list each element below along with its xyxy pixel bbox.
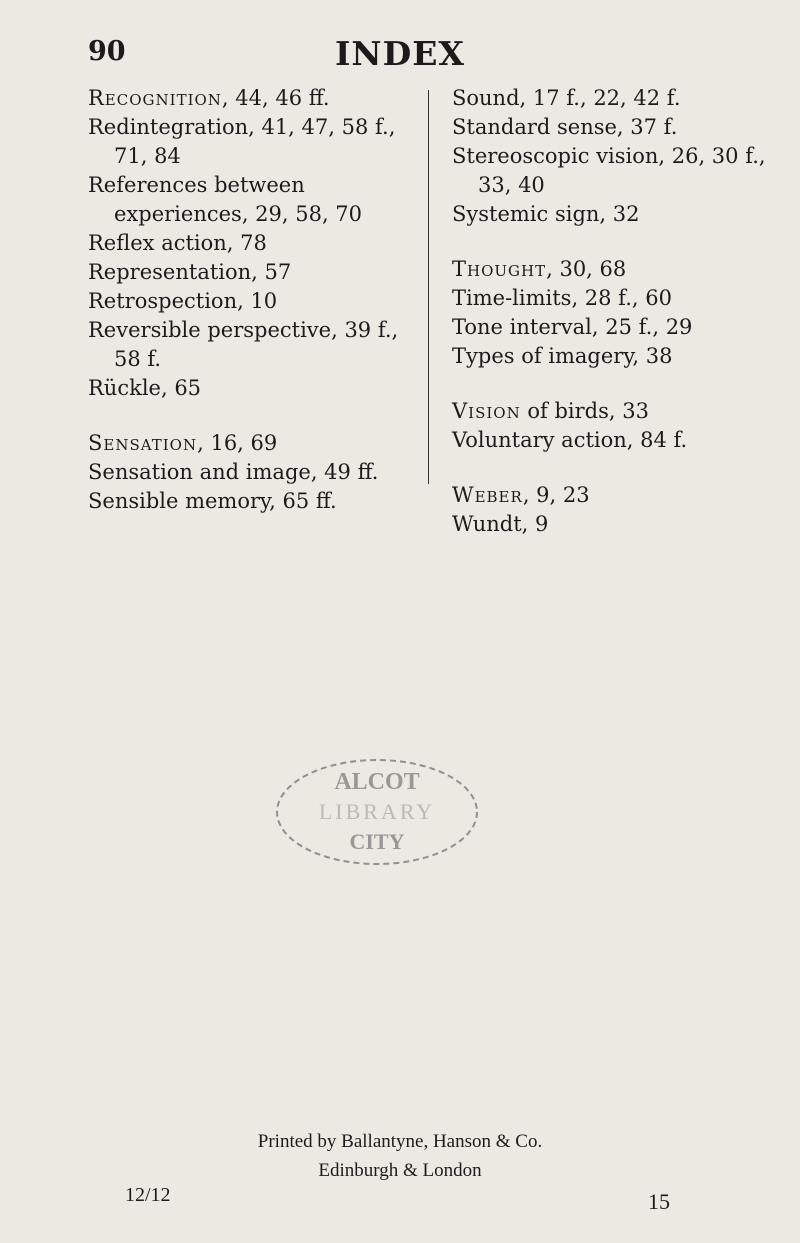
column-divider [428, 90, 429, 484]
index-entry: Sensible memory, 65 ff. [88, 489, 337, 513]
entry-gap [452, 371, 797, 397]
index-column-right [452, 84, 797, 539]
stamp-top-text: ALCOT [334, 769, 420, 795]
index-entry [452, 255, 797, 284]
index-entry: Retrospection, 10 [88, 289, 278, 313]
index-entry: Voluntary action, 84 f. [452, 428, 688, 452]
entry-gap [452, 229, 797, 255]
index-entry: Tone interval, 25 f., 29 [452, 315, 693, 339]
index-entry: Types of imagery, 38 [452, 344, 673, 368]
index-locators: of birds, 33 [520, 399, 649, 423]
index-locators: , 30, 68 [546, 257, 627, 281]
index-entry [88, 429, 418, 458]
index-entry: References between experiences, 29, 58, 70 [88, 173, 363, 226]
index-heading: Recognition [88, 86, 222, 110]
index-entry [88, 84, 418, 113]
index-entry: Reversible perspective, 39 f., 58 f. [88, 318, 399, 371]
index-entry: Redintegration, 41, 47, 58 f., 71, 84 [88, 115, 396, 168]
index-heading: Sensation [88, 431, 198, 455]
index-entry [452, 481, 797, 510]
printer-imprint [0, 1127, 800, 1185]
index-entry [452, 397, 797, 426]
index-entry: Sensation and image, 49 ff. [88, 460, 379, 484]
index-heading: Vision [452, 399, 521, 423]
running-head: INDEX [335, 34, 465, 73]
index-entry: Wundt, 9 [452, 512, 549, 536]
index-entry: Rückle, 65 [88, 376, 202, 400]
index-entry: Stereoscopic vision, 26, 30 f., 33, 40 [452, 144, 766, 197]
index-entry: Standard sense, 37 f. [452, 115, 678, 139]
stamp-middle-text: LIBRARY [318, 799, 436, 824]
index-entry: Reflex action, 78 [88, 231, 267, 255]
page-number: 90 [88, 36, 126, 67]
stamp-bottom-text: CITY [349, 829, 405, 854]
imprint-line-1: Printed by Ballantyne, Hanson & Co. [257, 1131, 543, 1152]
index-locators: , 9, 23 [522, 483, 590, 507]
index-entry: Sound, 17 f., 22, 42 f. [452, 86, 681, 110]
imprint-line-2: Edinburgh & London [318, 1160, 482, 1181]
index-column-left [88, 84, 418, 516]
index-locators: , 16, 69 [197, 431, 278, 455]
index-locators: , 44, 46 ff. [221, 86, 330, 110]
entry-gap [452, 455, 797, 481]
index-entry: Time-limits, 28 f., 60 [452, 286, 672, 310]
signature-mark: 15 [648, 1189, 670, 1214]
entry-gap [88, 403, 418, 429]
library-stamp [262, 755, 492, 870]
index-entry: Systemic sign, 32 [452, 202, 640, 226]
printer-code: 12/12 [125, 1184, 171, 1206]
index-heading: Thought [452, 257, 547, 281]
index-entry: Representation, 57 [88, 260, 292, 284]
index-heading: Weber [452, 483, 523, 507]
